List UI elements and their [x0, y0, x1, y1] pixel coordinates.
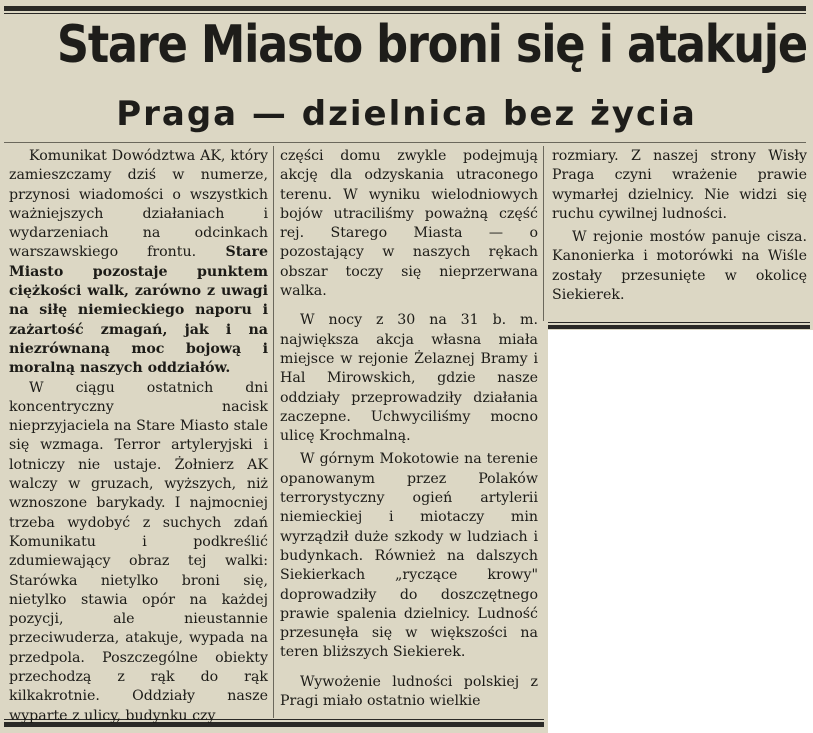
paragraph: W rejonie mostów panuje cisza. Kanonierka i motorówki na Wiśle zostały przesunięte w okolicę Siekierek. [552, 229, 807, 304]
subheadline: Praga — dzielnica bez życia [116, 94, 697, 134]
paragraph-intro: Komunikat Dowództwa AK, który zamieszczamy dziś w numerze, przynosi wiadomości o wszystkich ważniejszych działaniach i wydarzeniach na odcinkach warszawskiego frontu. [9, 148, 268, 261]
paragraph: Wywożenie ludności polskiej z Pragi miało ostatnio wielkie [280, 673, 538, 710]
paragraph: części domu zwykle podejmują akcję dla odzyskania utraconego terenu. W wyniku wielodniowych bojów utraciliśmy poważną część rej. Starego Miasta — o pozostający w naszych rękach obszar toczy się nieprzerwana walka. [280, 148, 538, 300]
headline: Stare Miasto broni się i atakuje [56, 15, 807, 75]
paragraph: W górnym Mokotowie na terenie opanowanym przez Polaków terrorystyczny ogień artylerii niemieckiej i miotaczy min wyrządził duże szkody w ludziach i budynkach. Również na dalszych Siekierkach „ryczące krowy" doprowadziły do doszczętnego prawie spalenia dzielnicy. Ludność przesunęła się w większości na teren bliższych Siekierek. [280, 451, 538, 661]
column-divider-2 [543, 146, 544, 321]
paragraph-bold-lead: Stare Miasto pozostaje punktem ciężkości walk, zarówno z uwagi na siłę niemieckiego naporu i zażartość zmagań, jak i na niezrównaną moc bojową i moralną naszych oddziałów. [9, 244, 268, 377]
headline-underline [4, 142, 806, 143]
paragraph: W nocy z 30 na 31 b. m. największa akcja własna miała miejsce w rejonie Żelaznej Bramy i Hal Mirowskich, gdzie nasze oddziały przeprowadziły działania zaczepne. Uchwyciliśmy mocno ulicę Krochmalną. [280, 312, 538, 445]
column-3-end-rule-thick [548, 325, 810, 329]
paragraph [9, 147, 268, 379]
paragraph: W ciągu ostatnich dni koncentryczny nacisk nieprzyjaciela na Stare Miasto stale się wzmaga. Terror artyleryjski i lotniczy nie ustaje. Żołnierz AK walczy w gruzach, wyższych, niż wznoszone barykady. I najmocniej trzeba wydobyć z suchych zdań Komunikatu i podkreślić zdumiewający obraz tej walki: Starówka nietylko broni się, nietylko stawia opór na każdej pozycji, ale nieustannie przeciwuderza, atakuje, wypada na przedpola. Poszczególne obiekty przechodzą z rąk do rąk kilkakrotnie. Oddziały nasze wyparte z ulicy, budynku czy [9, 379, 268, 724]
article-column-1 [9, 147, 268, 726]
blank-margin [548, 330, 813, 733]
column-divider-1 [273, 146, 274, 718]
top-rule-thick [4, 6, 806, 11]
column-3-end-rule-thin [548, 322, 810, 323]
paragraph: rozmiary. Z naszej strony Wisły Praga czyni wrażenie prawie wymarłej dzielnicy. Nie widzi się ruchu cywilnej ludności. [552, 148, 807, 222]
article-column-2 [280, 147, 538, 711]
article-column-3 [552, 147, 807, 305]
